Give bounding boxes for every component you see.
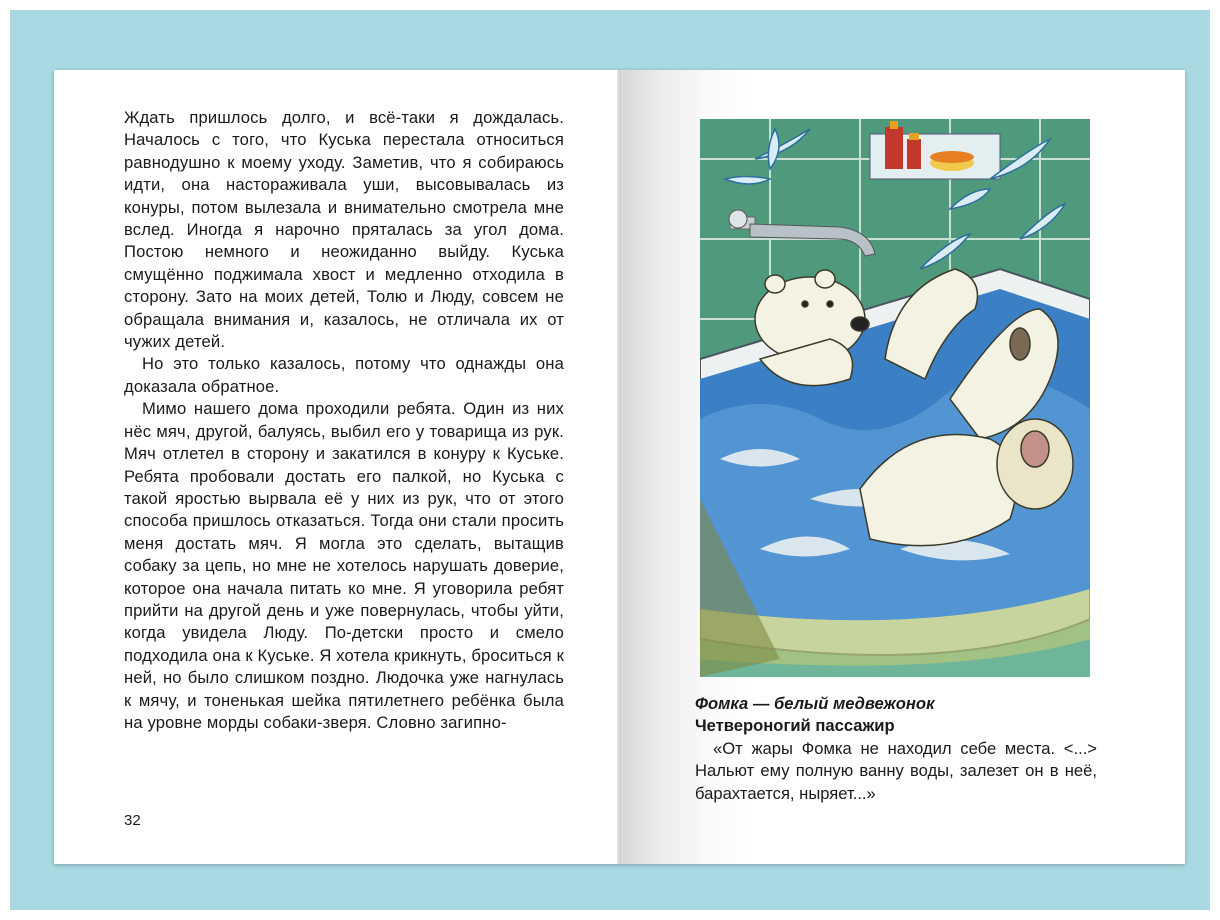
paragraph: Ждать пришлось долго, и всё-таки я дождалась. Началось с того, что Куська перестала относиться равнодушно к моему уходу. Заметив, что я собираюсь идти, она настораживала уши, высовывалась из конуры, потом вылезала и внимательно смотрела мне вслед. Иногда я нарочно пряталась за угол дома. Постою немного и неожиданно выйду. Куська смущённо поджимала хвост и медленно отходила в сторону. Зато на моих детей, Толю и Люду, совсем не обращала внимания и, казалось, не отличала их от чужих детей.: [124, 108, 564, 352]
polar-bear-illustration: [700, 119, 1090, 677]
illustration-caption: [695, 693, 1097, 805]
caption-quote: «От жары Фомка не находил себе места. <...> Нальют ему полную ванну воды, залезет он в неё, барахтается, ныряет...»: [695, 738, 1097, 803]
page-number: 32: [124, 812, 141, 829]
open-book: [54, 70, 1185, 864]
book-spine: [617, 70, 623, 864]
paragraph: Но это только казалось, потому что однажды она доказала обратное.: [124, 354, 564, 396]
paragraph: Мимо нашего дома проходили ребята. Один из них нёс мяч, другой, балуясь, выбил его у товарища из рук. Мяч отлетел в сторону и закатился в конуру к Куське. Ребята пробовали достать его палкой, но Куська с такой яростью вырвала её у них из рук, что от этого способа пришлось отказаться. Тогда они стали просить меня достать мяч. Я могла это сделать, вытащив собаку за цепь, но мне не хотелось нарушать доверие, которое она начала питать ко мне. Я уговорила ребят прийти на другой день и уже повернулась, чтобы уйти, когда увидела Люду. По-детски просто и смело подходила она к Куське. Я хотела крикнуть, броситься к ней, но было слишком поздно. Людочка уже нагнулась к мячу, и тоненькая шейка пятилетнего ребёнка была на уровне морды собаки-зверя. Словно загипно-: [124, 399, 564, 732]
background-frame: [10, 10, 1210, 910]
left-page: [54, 70, 620, 864]
left-page-text: [124, 107, 564, 734]
right-page: [620, 70, 1185, 864]
caption-title: Фомка — белый медвежонок: [695, 694, 935, 713]
caption-subtitle: Четвероногий пассажир: [695, 716, 895, 736]
